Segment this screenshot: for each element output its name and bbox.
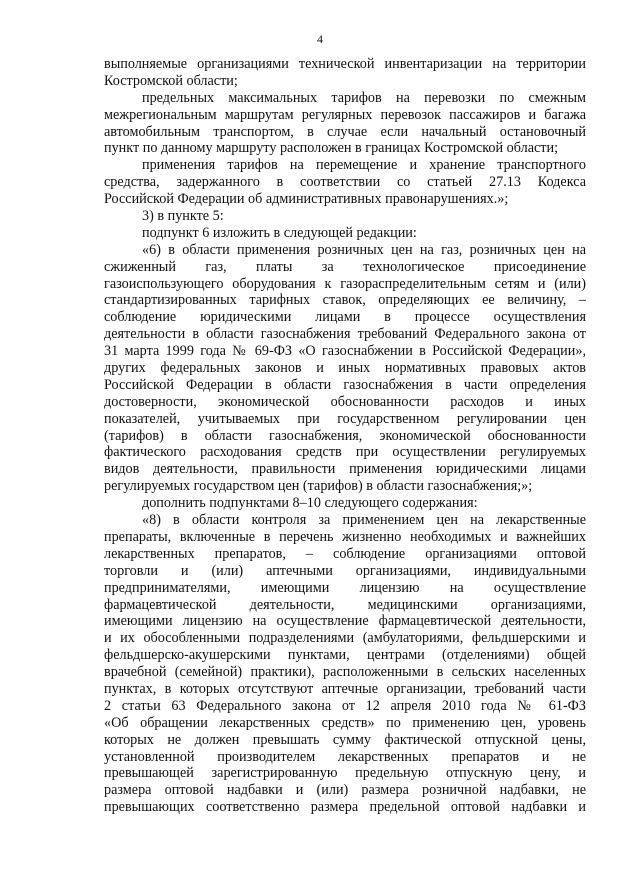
text-line: «8) в области контроля за применением цен на лекарственные [142, 512, 586, 529]
document-body [104, 56, 586, 816]
text-line: фактического расходования средств при осуществлении регулируемых [104, 444, 586, 461]
text-line: Российской Федерации в области газоснабжения в части определения [104, 376, 586, 393]
text-line: 3) в пункте 5: [142, 208, 224, 225]
text-line: которых не должен превышать сумму фактической отпускной цены, [104, 731, 586, 748]
text-line: Костромской области; [104, 72, 238, 89]
text-line: предпринимателями, имеющими лицензию на осуществление [104, 579, 586, 596]
text-line: других федеральных законов и иных нормативных правовых актов [104, 360, 586, 377]
text-line: превышающих соответственно размера предельной оптовой надбавки и [104, 799, 586, 816]
text-line: установленной производителем лекарственных препаратов и не [104, 748, 586, 765]
text-line: стандартизированных тарифных ставок, определяющих ее величину, – [104, 292, 586, 309]
text-line: превышающей зарегистрированную предельную отпускную цену, и [104, 765, 586, 782]
text-line: 31 марта 1999 года № 69-ФЗ «О газоснабжении в Российской Федерации», [104, 343, 586, 360]
text-line: дополнить подпунктами 8–10 следующего содержания: [142, 495, 478, 512]
text-line: применения тарифов на перемещение и хранение транспортного [142, 157, 586, 174]
text-line: выполняемые организациями технической инвентаризации на территории [104, 56, 586, 72]
text-line: фельдшерско-акушерскими пунктами, центрами (отделениями) общей [104, 647, 586, 664]
text-line: пункт по данному маршруту расположен в границах Костромской области; [104, 140, 559, 157]
text-line: межрегиональным маршрутам регулярных перевозок пассажиров и багажа [104, 106, 586, 123]
text-line: видов деятельности, правильности применения юридическими лицами [104, 461, 586, 478]
text-line: «6) в области применения розничных цен на газ, розничных цен на [142, 241, 586, 258]
text-line: и их обособленными подразделениями (амбулаториями, фельдшерскими и [104, 630, 586, 647]
text-line: подпункт 6 изложить в следующей редакции: [142, 224, 417, 241]
text-line: размера оптовой надбавки и (или) размера розничной надбавки, не [104, 782, 586, 799]
page-number: 4 [317, 32, 323, 46]
text-line: достоверности, экономической обоснованности расходов и иных [104, 393, 586, 410]
text-line: сжиженный газ, платы за технологическое присоединение [104, 258, 586, 275]
text-line: деятельности в области газоснабжения требований Федерального закона от [104, 326, 586, 343]
text-line: лекарственных препаратов, – соблюдение организациями оптовой [104, 545, 586, 562]
text-line: средства, задержанного в соответствии со статьей 27.13 Кодекса [104, 174, 586, 191]
text-line: 2 статьи 63 Федерального закона от 12 апреля 2010 года № 61-ФЗ [104, 697, 586, 714]
text-line: Российской Федерации об административных правонарушениях.»; [104, 191, 509, 208]
text-line: показателей, учитываемых при государственном регулировании цен [104, 410, 586, 427]
text-line: имеющими лицензию на осуществление фармацевтической деятельности, [104, 613, 586, 630]
text-line: (тарифов) в области газоснабжения, экономической обоснованности [104, 427, 586, 444]
text-line: автомобильным транспортом, в случае если начальный остановочный [104, 123, 586, 140]
text-line: газоиспользующего оборудования к газораспределительным сетям и (или) [104, 275, 586, 292]
text-line: пунктах, в которых отсутствуют аптечные организации, требований части [104, 680, 586, 697]
text-line: «Об обращении лекарственных средств» по применению цен, уровень [104, 714, 586, 731]
text-line: регулируемых государством цен (тарифов) в области газоснабжения;»; [104, 478, 533, 495]
text-line: соблюдение юридическими лицами в процессе осуществления [104, 309, 586, 326]
text-line: торговли и (или) аптечными организациями, индивидуальными [104, 562, 586, 579]
text-line: фармацевтической деятельности, медицинскими организациями, [104, 596, 586, 613]
text-line: предельных максимальных тарифов на перевозки по смежным [142, 89, 586, 106]
text-line: врачебной (семейной) практики), расположенными в сельских населенных [104, 664, 586, 681]
text-line: препараты, включенные в перечень жизненно необходимых и важнейших [104, 528, 586, 545]
